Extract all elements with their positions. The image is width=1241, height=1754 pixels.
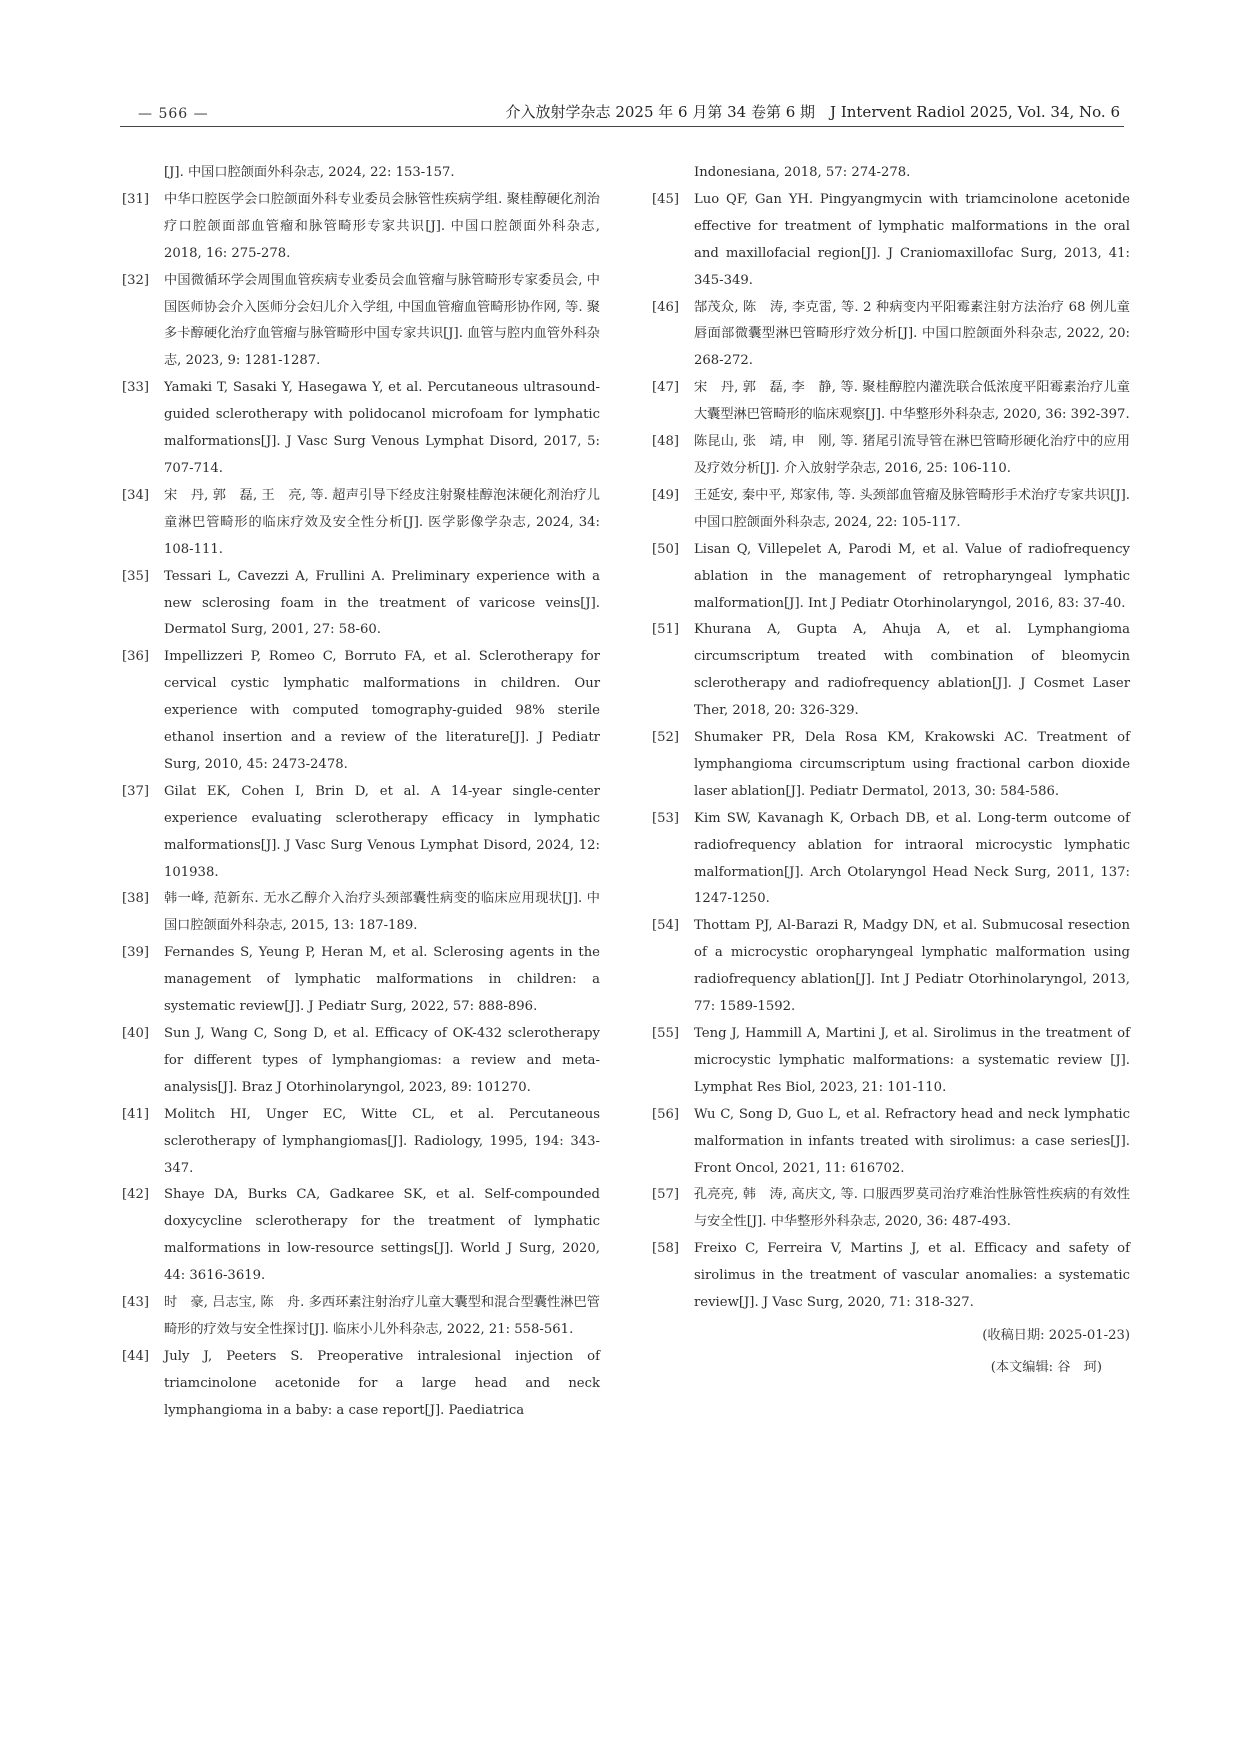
reference-entry <box>652 187 1130 295</box>
reference-text: 陈昆山, 张 靖, 申 刚, 等. 猪尾引流导管在淋巴管畸形硬化治疗中的应用及疗效分析[J]. 介入放射学杂志, 2016, 25: 106-110. <box>694 434 1130 476</box>
reference-text: Luo QF, Gan YH. Pingyangmycin with triamcinolone acetonide effective for treatment of lymphatic malformations in the oral and maxillofacial region[J]. J Craniomaxillofac Surg, 2013, 41: 345-349. <box>694 191 1130 288</box>
reference-text: 郜茂众, 陈 涛, 李克雷, 等. 2 种病变内平阳霉素注射方法治疗 68 例儿童唇面部微囊型淋巴管畸形疗效分析[J]. 中国口腔颌面外科杂志, 2022, 20: 268-272. <box>694 299 1130 369</box>
reference-entry <box>122 644 600 779</box>
reference-entry <box>652 295 1130 376</box>
reference-text: 宋 丹, 郭 磊, 王 亮, 等. 超声引导下经皮注射聚桂醇泡沫硬化剂治疗儿童淋巴管畸形的临床疗效及安全性分析[J]. 医学影像学杂志, 2024, 34: 108-111. <box>164 487 600 557</box>
reference-entry <box>122 1182 600 1290</box>
reference-text: Thottam PJ, Al-Barazi R, Madgy DN, et al. Submucosal resection of a microcystic oropharyngeal lymphatic malformation using radiofrequency ablation[J]. Int J Pediatr Otorhinolaryngol, 2013, 77: 1589-1592. <box>694 918 1130 1015</box>
reference-entry <box>122 1290 600 1344</box>
reference-number: [37] <box>122 783 150 799</box>
reference-entry <box>652 375 1130 429</box>
running-header <box>120 92 1124 127</box>
reference-entry <box>652 1021 1130 1102</box>
reference-number: [47] <box>652 380 680 396</box>
reference-number: [44] <box>122 1348 150 1364</box>
reference-text: 中国微循环学会周围血管疾病专业委员会血管瘤与脉管畸形专家委员会, 中国医师协会介入医师分会妇儿介入学组, 中国血管瘤血管畸形协作网, 等. 聚多卡醇硬化治疗血管瘤与脉管畸形中国专家共识[J]. 血管与腔内血管外科杂志, 2023, 9: 1281-1287. <box>164 272 600 369</box>
reference-text: Wu C, Song D, Guo L, et al. Refractory head and neck lymphatic malformation in infants treated with sirolimus: a case series[J]. Front Oncol, 2021, 11: 616702. <box>694 1106 1130 1176</box>
reference-number: [31] <box>122 191 150 207</box>
journal-title-header: 介入放射学杂志 2025 年 6 月第 34 卷第 6 期 J Intervent Radiol 2025, Vol. 34, No. 6 <box>505 103 1120 121</box>
page-number: — 566 — <box>138 106 209 122</box>
reference-entry <box>122 375 600 483</box>
reference-text: July J, Peeters S. Preoperative intralesional injection of triamcinolone acetonide for a large head and neck lymphangioma in a baby: a case report[J]. Paediatrica <box>164 1348 600 1418</box>
reference-text: 中华口腔医学会口腔颌面外科专业委员会脉管性疾病学组. 聚桂醇硬化剂治疗口腔颌面部血管瘤和脉管畸形专家共识[J]. 中国口腔颌面外科杂志, 2018, 16: 275-278. <box>164 191 600 261</box>
reference-text: Kim SW, Kavanagh K, Orbach DB, et al. Long-term outcome of radiofrequency ablation for intraoral microcystic lymphatic malformation[J]. Arch Otolaryngol Head Neck Surg, 2011, 137: 1247-1250. <box>694 810 1130 907</box>
reference-text: Shumaker PR, Dela Rosa KM, Krakowski AC. Treatment of lymphangioma circumscriptum using fractional carbon dioxide laser ablation[J]. Pediatr Dermatol, 2013, 30: 584-586. <box>694 730 1130 799</box>
reference-number: [53] <box>652 810 680 826</box>
reference-entry <box>652 429 1130 483</box>
reference-entry <box>122 187 600 268</box>
reference-entry <box>652 1236 1130 1317</box>
left-reference-column <box>122 160 600 1425</box>
reference-entry <box>652 806 1130 914</box>
reference-number: [33] <box>122 380 150 396</box>
reference-continuation <box>122 160 600 187</box>
received-date: (收稿日期: 2025-01-23) <box>982 1327 1130 1343</box>
reference-text: Tessari L, Cavezzi A, Frullini A. Preliminary experience with a new sclerosing foam in the treatment of varicose veins[J]. Dermatol Surg, 2001, 27: 58-60. <box>164 568 600 638</box>
reference-entry <box>122 483 600 564</box>
reference-number: [35] <box>122 568 150 584</box>
reference-number: [48] <box>652 434 680 450</box>
reference-text: Sun J, Wang C, Song D, et al. Efficacy of OK-432 sclerotherapy for different types of lymphangiomas: a review and meta-analysis[J]. Braz J Otorhinolaryngol, 2023, 89: 101270. <box>164 1026 600 1095</box>
reference-number: [32] <box>122 272 150 288</box>
reference-number: [40] <box>122 1026 150 1041</box>
reference-text: 时 豪, 吕志宝, 陈 舟. 多西环素注射治疗儿童大囊型和混合型囊性淋巴管畸形的疗效与安全性探讨[J]. 临床小儿外科杂志, 2022, 21: 558-561. <box>164 1295 600 1337</box>
reference-continuation <box>652 160 1130 187</box>
reference-entry <box>652 1182 1130 1236</box>
reference-number: [49] <box>652 487 680 503</box>
reference-text: Khurana A, Gupta A, Ahuja A, et al. Lymphangioma circumscriptum treated with combination of bleomycin sclerotherapy and radiofrequency ablation[J]. J Cosmet Laser Ther, 2018, 20: 326-329. <box>694 622 1130 719</box>
reference-number: [55] <box>652 1026 680 1041</box>
reference-text: Teng J, Hammill A, Martini J, et al. Sirolimus in the treatment of microcystic lymphatic malformations: a systematic review [J]. Lymphat Res Biol, 2023, 21: 101-110. <box>694 1026 1130 1095</box>
reference-text: 王延安, 秦中平, 郑家伟, 等. 头颈部血管瘤及脉管畸形手术治疗专家共识[J]. 中国口腔颌面外科杂志, 2024, 22: 105-117. <box>694 487 1130 530</box>
reference-text: [J]. 中国口腔颌面外科杂志, 2024, 22: 153-157. <box>164 165 455 180</box>
reference-text: 宋 丹, 郭 磊, 李 静, 等. 聚桂醇腔内灌洗联合低浓度平阳霉素治疗儿童大囊型淋巴管畸形的临床观察[J]. 中华整形外科杂志, 2020, 36: 392-397. <box>694 380 1130 423</box>
reference-entry <box>122 779 600 887</box>
reference-entry <box>652 537 1130 618</box>
reference-entry <box>122 564 600 645</box>
reference-entry <box>652 1102 1130 1183</box>
reference-text: Yamaki T, Sasaki Y, Hasegawa Y, et al. Percutaneous ultrasound-guided sclerotherapy with polidocanol microfoam for lymphatic malformations[J]. J Vasc Surg Venous Lymphat Disord, 2017, 5: 707-714. <box>164 380 600 476</box>
reference-number: [41] <box>122 1106 150 1122</box>
reference-number: [36] <box>122 649 150 665</box>
reference-number: [56] <box>652 1106 680 1122</box>
reference-entry <box>122 1102 600 1183</box>
reference-number: [57] <box>652 1187 680 1203</box>
reference-number: [42] <box>122 1187 150 1203</box>
reference-text: Shaye DA, Burks CA, Gadkaree SK, et al. Self-compounded doxycycline sclerotherapy for the treatment of lymphatic malformations in low-resource settings[J]. World J Surg, 2020, 44: 3616-3619. <box>164 1187 600 1284</box>
reference-text: Fernandes S, Yeung P, Heran M, et al. Sclerosing agents in the management of lymphatic malformations in children: a systematic review[J]. J Pediatr Surg, 2022, 57: 888-896. <box>164 945 600 1015</box>
reference-number: [58] <box>652 1241 680 1257</box>
reference-text: Freixo C, Ferreira V, Martins J, et al. Efficacy and safety of sirolimus in the treatment of vascular anomalies: a systematic review[J]. J Vasc Surg, 2020, 71: 318-327. <box>694 1241 1130 1311</box>
reference-text: Molitch HI, Unger EC, Witte CL, et al. Percutaneous sclerotherapy of lymphangiomas[J]. Radiology, 1995, 194: 343-347. <box>164 1106 600 1176</box>
right-reference-column <box>652 160 1130 1381</box>
reference-number: [52] <box>652 730 680 746</box>
reference-number: [39] <box>122 945 150 961</box>
reference-text: Gilat EK, Cohen I, Brin D, et al. A 14-year single-center experience evaluating sclerotherapy efficacy in lymphatic malformations[J]. J Vasc Surg Venous Lymphat Disord, 2024, 12: 101938. <box>164 783 600 880</box>
reference-text: Lisan Q, Villepelet A, Parodi M, et al. Value of radiofrequency ablation in the management of retropharyngeal lymphatic malformation[J]. Int J Pediatr Otorhinolaryngol, 2016, 83: 37-40. <box>694 541 1130 611</box>
reference-number: [54] <box>652 918 680 934</box>
reference-number: [38] <box>122 891 150 907</box>
reference-number: [34] <box>122 487 150 503</box>
reference-entry <box>122 940 600 1021</box>
reference-number: [43] <box>122 1295 150 1311</box>
reference-entry <box>652 725 1130 806</box>
reference-entry <box>122 886 600 940</box>
reference-entry <box>122 268 600 376</box>
reference-text: Indonesiana, 2018, 57: 274-278. <box>694 165 911 180</box>
reference-number: [45] <box>652 191 680 207</box>
reference-number: [50] <box>652 541 680 557</box>
reference-entry <box>652 483 1130 537</box>
reference-entry <box>652 913 1130 1021</box>
reference-number: [46] <box>652 299 680 315</box>
reference-text: 韩一峰, 范新东. 无水乙醇介入治疗头颈部囊性病变的临床应用现状[J]. 中国口腔颌面外科杂志, 2015, 13: 187-189. <box>164 891 600 934</box>
article-editor: (本文编辑: 谷 珂) <box>990 1359 1102 1375</box>
reference-entry <box>122 1021 600 1102</box>
reference-text: Impellizzeri P, Romeo C, Borruto FA, et al. Sclerotherapy for cervical cystic lymphatic malformations in children. Our experience with computed tomography-guided 98% sterile ethanol insertion and a review of the literature[J]. J Pediatr Surg, 2010, 45: 2473-2478. <box>164 649 600 772</box>
reference-number: [51] <box>652 622 680 638</box>
reference-text: 孔亮亮, 韩 涛, 高庆文, 等. 口服西罗莫司治疗难治性脉管性疾病的有效性与安全性[J]. 中华整形外科杂志, 2020, 36: 487-493. <box>694 1187 1130 1230</box>
reference-entry <box>652 617 1130 725</box>
reference-entry <box>122 1344 600 1425</box>
